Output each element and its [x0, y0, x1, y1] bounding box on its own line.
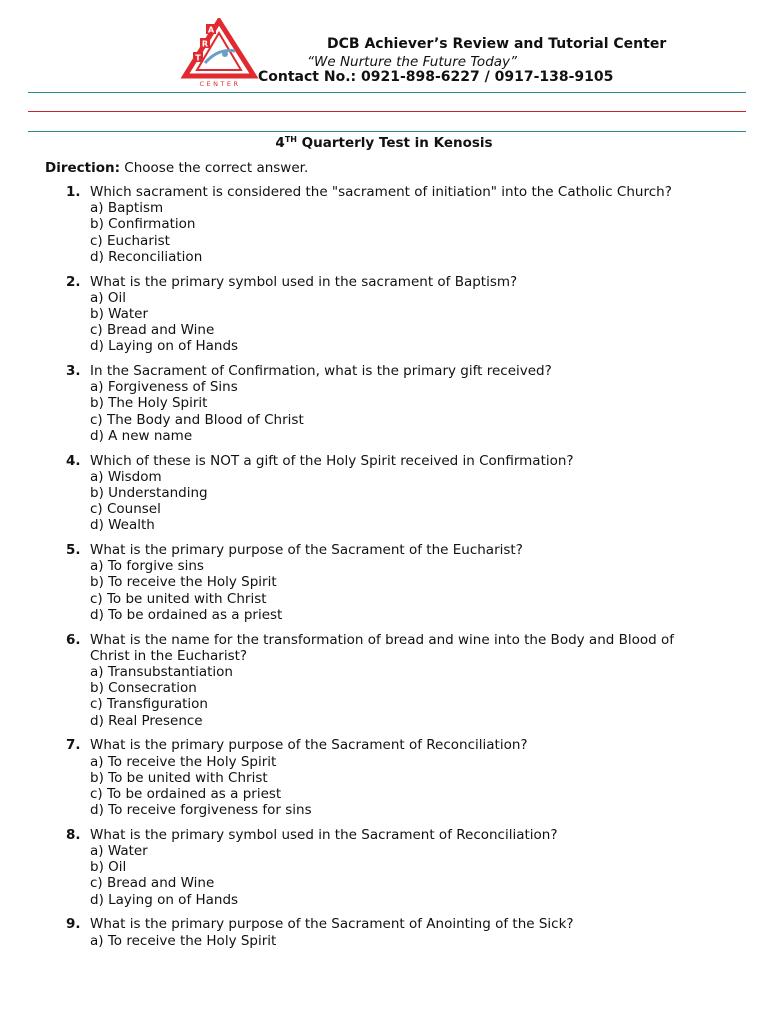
- test-title-number: 4: [275, 135, 285, 151]
- answer-option: a) To receive the Holy Spirit: [90, 932, 277, 949]
- answer-option: d) Laying on of Hands: [90, 891, 239, 908]
- question-item: [0, 916, 768, 948]
- question-body: [90, 737, 700, 818]
- answer-option: d) A new name: [90, 427, 193, 444]
- answer-option: b) Consecration: [90, 680, 197, 697]
- question-item: [0, 453, 768, 534]
- answer-option: d) Laying on of Hands: [90, 338, 239, 355]
- logo-letter-a: A: [207, 25, 215, 35]
- question-text: What is the primary purpose of the Sacrament of Reconciliation?: [90, 737, 528, 754]
- answer-option: c) Bread and Wine: [90, 875, 215, 892]
- answer-option: a) To receive the Holy Spirit: [90, 753, 277, 770]
- answer-option: a) Water: [90, 843, 148, 860]
- question-text: What is the primary purpose of the Sacrament of Anointing of the Sick?: [90, 916, 574, 933]
- answer-option: a) Baptism: [90, 200, 164, 217]
- question-number: 2.: [66, 273, 81, 290]
- answer-option: b) To be united with Christ: [90, 769, 268, 786]
- question-item: [0, 632, 768, 729]
- answer-option: c) Transfiguration: [90, 696, 208, 713]
- question-body: [90, 363, 700, 444]
- question-body: [90, 632, 700, 729]
- header-rule-bottom: [28, 131, 746, 132]
- answer-option: a) Forgiveness of Sins: [90, 379, 238, 396]
- center-name: DCB Achiever’s Review and Tutorial Center: [327, 36, 667, 52]
- question-number: 4.: [66, 452, 81, 469]
- answer-option: a) Transubstantiation: [90, 663, 233, 680]
- question-number: 6.: [66, 631, 81, 648]
- question-item: [0, 274, 768, 355]
- answer-option: b) Oil: [90, 859, 127, 876]
- answer-option: b) Water: [90, 305, 149, 322]
- answer-option: a) To forgive sins: [90, 558, 204, 575]
- question-body: [90, 274, 700, 355]
- answer-option: b) Understanding: [90, 484, 208, 501]
- answer-option: b) The Holy Spirit: [90, 395, 208, 412]
- contact-numbers: Contact No.: 0921-898-6227 / 0917-138-9105: [258, 69, 614, 85]
- question-number: 3.: [66, 363, 81, 380]
- answer-option: d) To be ordained as a priest: [90, 606, 283, 623]
- answer-option: b) To receive the Holy Spirit: [90, 574, 277, 591]
- question-text: Which sacrament is considered the "sacrament of initiation" into the Catholic Church?: [90, 184, 672, 200]
- question-number: 7.: [66, 737, 81, 754]
- direction-label: Direction:: [45, 160, 121, 176]
- test-direction: [45, 160, 308, 176]
- logo-caption: CENTER: [199, 80, 241, 88]
- answer-option: b) Confirmation: [90, 216, 196, 233]
- question-number: 5.: [66, 542, 81, 559]
- answer-option: c) Bread and Wine: [90, 322, 215, 339]
- question-body: [90, 542, 700, 623]
- triangle-logo-icon: [180, 18, 262, 88]
- test-title: [0, 135, 768, 151]
- question-body: [90, 453, 700, 534]
- question-item: [0, 737, 768, 818]
- answer-option: d) Real Presence: [90, 712, 203, 729]
- answer-option: c) The Body and Blood of Christ: [90, 411, 304, 428]
- test-title-text: Quarterly Test in Kenosis: [296, 135, 493, 151]
- answer-option: a) Oil: [90, 289, 126, 306]
- question-text: Which of these is NOT a gift of the Holy Spirit received in Confirmation?: [90, 452, 574, 469]
- question-item: [0, 184, 768, 265]
- header-rule-top: [28, 92, 746, 93]
- answer-option: c) To be ordained as a priest: [90, 785, 282, 802]
- header-rule-middle: [28, 111, 746, 112]
- question-item: [0, 827, 768, 908]
- answer-option: c) To be united with Christ: [90, 590, 267, 607]
- question-number: 9.: [66, 916, 81, 933]
- logo-letter-r: R: [201, 39, 209, 49]
- art-center-logo: [180, 18, 262, 88]
- question-item: [0, 542, 768, 623]
- question-body: [90, 184, 700, 265]
- question-number: 8.: [66, 826, 81, 843]
- question-body: [90, 916, 700, 948]
- question-list: [0, 184, 768, 957]
- question-text: What is the primary symbol used in the sacrament of Baptism?: [90, 273, 518, 290]
- question-text: What is the primary symbol used in the Sacrament of Reconciliation?: [90, 826, 558, 843]
- answer-option: d) Reconciliation: [90, 248, 203, 265]
- answer-option: c) Eucharist: [90, 232, 170, 249]
- logo-letter-t: T: [195, 53, 201, 63]
- question-text: In the Sacrament of Confirmation, what is the primary gift received?: [90, 363, 552, 380]
- question-text: What is the name for the transformation of bread and wine into the Body and Blood of Christ in the Eucharist?: [90, 631, 675, 664]
- center-motto: “We Nurture the Future Today”: [307, 54, 518, 70]
- question-text: What is the primary purpose of the Sacrament of the Eucharist?: [90, 542, 523, 559]
- answer-option: d) To receive forgiveness for sins: [90, 802, 312, 819]
- test-title-ordinal: TH: [284, 135, 297, 144]
- answer-option: d) Wealth: [90, 517, 155, 534]
- answer-option: a) Wisdom: [90, 468, 162, 485]
- direction-text: Choose the correct answer.: [120, 160, 309, 176]
- question-number: 1.: [66, 184, 81, 200]
- answer-option: c) Counsel: [90, 501, 161, 518]
- question-body: [90, 827, 700, 908]
- question-item: [0, 363, 768, 444]
